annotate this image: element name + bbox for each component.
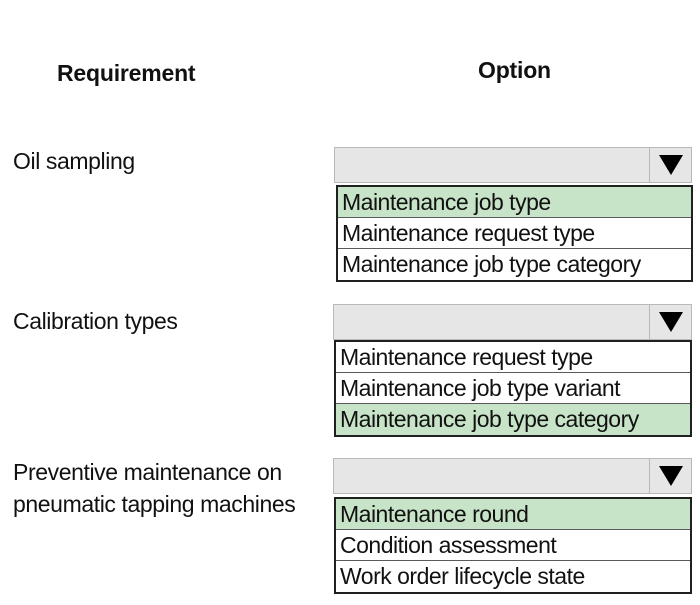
- option-dropdown-preventive-maintenance[interactable]: [333, 458, 692, 494]
- option-item[interactable]: Maintenance job type: [338, 187, 691, 218]
- option-dropdown-oil-sampling[interactable]: [334, 147, 692, 183]
- option-list-calibration-types: [334, 340, 692, 437]
- option-item[interactable]: Maintenance job type category: [336, 404, 690, 435]
- option-item[interactable]: Condition assessment: [336, 530, 690, 561]
- option-list-oil-sampling: [336, 185, 693, 282]
- requirement-line: Oil sampling: [13, 148, 135, 174]
- option-item[interactable]: Maintenance job type category: [342, 251, 641, 277]
- requirement-line: pneumatic tapping machines: [13, 491, 296, 517]
- option-list-preventive-maintenance: [334, 497, 692, 594]
- dropdown-toggle-button[interactable]: [649, 148, 691, 182]
- requirement-label-calibration-types: [13, 305, 178, 337]
- requirement-label-oil-sampling: [13, 145, 135, 177]
- dropdown-toggle-button[interactable]: [649, 459, 691, 493]
- chevron-down-icon: [659, 312, 683, 332]
- option-item[interactable]: Work order lifecycle state: [340, 563, 585, 589]
- option-dropdown-calibration-types[interactable]: [333, 304, 692, 340]
- chevron-down-icon: [659, 155, 683, 175]
- option-item[interactable]: Maintenance job type variant: [336, 373, 690, 404]
- requirement-label-preventive-maintenance: [13, 456, 295, 520]
- chevron-down-icon: [659, 466, 683, 486]
- requirement-line: Calibration types: [13, 308, 178, 334]
- option-item[interactable]: Maintenance request type: [336, 342, 690, 373]
- dropdown-toggle-button[interactable]: [649, 305, 691, 339]
- option-item[interactable]: Maintenance request type: [338, 218, 691, 249]
- option-header: Option: [478, 57, 551, 83]
- requirement-line: Preventive maintenance on: [13, 459, 282, 485]
- requirement-header: Requirement: [57, 60, 196, 86]
- option-item[interactable]: Maintenance round: [336, 499, 690, 530]
